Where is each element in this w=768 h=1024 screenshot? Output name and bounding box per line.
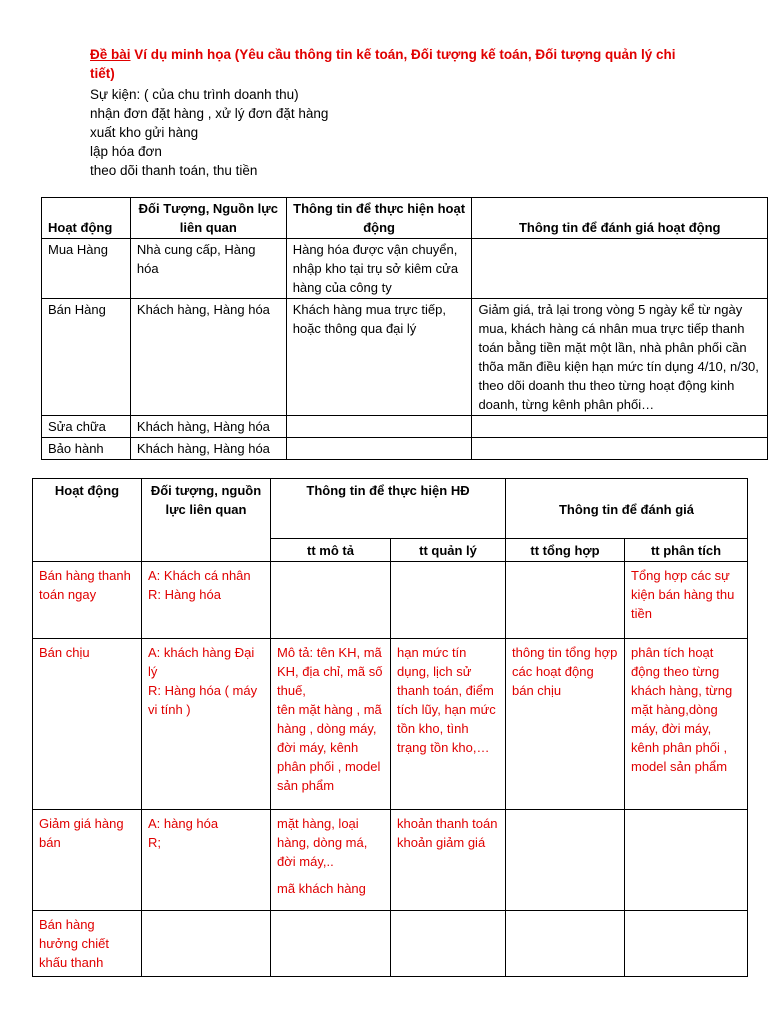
table-cell: Bảo hành	[42, 438, 131, 460]
table-cell	[271, 562, 391, 639]
table-cell	[286, 438, 472, 460]
document-heading	[90, 45, 690, 83]
event-line: xuất kho gửi hàng	[90, 125, 199, 140]
table-cell: Khách hàng, Hàng hóa	[130, 299, 286, 416]
table-cell	[271, 810, 391, 911]
heading-label: Đề bài	[90, 47, 131, 62]
cell-line: R: Hàng hóa	[148, 587, 221, 602]
table-cell	[625, 810, 748, 911]
cell-line: Mô tả: tên KH, mã KH, địa chỉ, mã số thuế,	[277, 645, 383, 698]
subheader-cell: tt mô tả	[271, 539, 391, 562]
subheader-cell: tt quản lý	[391, 539, 506, 562]
cell-line: khoản giảm giá	[397, 835, 486, 850]
table-cell	[391, 639, 506, 810]
table-cell: Giảm giá hàng bán	[33, 810, 142, 911]
table-cell: Mua Hàng	[42, 239, 131, 299]
event-line: nhận đơn đặt hàng , xử lý đơn đặt hàng	[90, 106, 329, 121]
table-cell	[391, 911, 506, 977]
table-cell: Bán hàng thanh toán ngay	[33, 562, 142, 639]
header-cell: Thông tin để đánh giá hoạt động	[472, 198, 768, 239]
header-cell: Đối Tượng, Nguồn lực liên quan	[130, 198, 286, 239]
table-cell	[472, 239, 768, 299]
cell-line: tên mặt hàng , mã hàng , dòng máy, đời máy, kênh phân phối , model sản phẩm	[277, 702, 382, 793]
table-cell	[625, 911, 748, 977]
table-row	[33, 810, 748, 911]
activity-table	[41, 197, 768, 460]
analysis-table	[32, 478, 748, 977]
table-cell: Nhà cung cấp, Hàng hóa	[130, 239, 286, 299]
table-cell: Giảm giá, trả lại trong vòng 5 ngày kể từ ngày mua, khách hàng cá nhân mua trực tiếp thanh toán bằng tiền mặt một lần, nhà phân phối cần thõa mãn điều kiện hạn mức tín dụng 4/10, n/30, theo dõi doanh thu theo từng hoạt động kinh doanh, từng kênh phân phối…	[472, 299, 768, 416]
cell-line: mặt hàng, loại hàng, dòng má, đời máy,..	[277, 816, 368, 869]
header-group-cell: Thông tin để thực hiện HĐ	[271, 479, 506, 539]
subheader-cell: tt phân tích	[625, 539, 748, 562]
table-cell: Khách hàng mua trực tiếp, hoặc thông qua đại lý	[286, 299, 472, 416]
header-group-cell: Thông tin để đánh giá	[506, 479, 748, 539]
cell-line: A: khách hàng Đại lý	[148, 645, 255, 679]
table-cell	[271, 639, 391, 810]
cell-line: R: Hàng hóa ( máy vi tính )	[148, 683, 258, 717]
table-cell: Khách hàng, Hàng hóa	[130, 416, 286, 438]
header-cell: Đối tượng, nguồn lực liên quan	[142, 479, 271, 562]
table-cell: Bán Hàng	[42, 299, 131, 416]
cell-line: hạn mức tín dụng, lịch sử thanh toán, điểm tích lũy, hạn mức tồn kho, tình trạng tồn kho,…	[397, 645, 496, 755]
table-cell: Bán chịu	[33, 639, 142, 810]
table-row	[33, 911, 748, 977]
table-cell: thông tin tổng hợp các hoạt động bán chịu	[506, 639, 625, 810]
table-cell: Hàng hóa được vận chuyển, nhập kho tại trụ sở kiêm cửa hàng của công ty	[286, 239, 472, 299]
table-row	[33, 562, 748, 639]
cell-line: R;	[148, 835, 161, 850]
cell-line: mã khách hàng	[277, 881, 366, 896]
table-cell	[271, 911, 391, 977]
cell-line: A: Khách cá nhân	[148, 568, 251, 583]
table-row	[42, 438, 768, 460]
table-cell	[506, 562, 625, 639]
table-cell: Tổng hợp các sự kiện bán hàng thu tiền	[625, 562, 748, 639]
table-cell	[286, 416, 472, 438]
heading-title: Ví dụ minh họa (Yêu cầu thông tin kế toán, Đối tượng kế toán, Đối tượng quản lý chi tiết)	[90, 47, 676, 81]
table-cell	[472, 438, 768, 460]
table-row	[42, 416, 768, 438]
table-cell: Bán hàng hưởng chiết khấu thanh	[33, 911, 142, 977]
event-list	[90, 85, 328, 180]
table-cell	[142, 562, 271, 639]
table-cell: Khách hàng, Hàng hóa	[130, 438, 286, 460]
table-row	[33, 639, 748, 810]
table-row	[42, 299, 768, 416]
event-line: Sự kiện: ( của chu trình doanh thu)	[90, 87, 299, 102]
cell-line: khoản thanh toán	[397, 816, 498, 831]
table-cell	[472, 416, 768, 438]
header-cell: Hoạt động	[33, 479, 142, 562]
table-cell	[391, 562, 506, 639]
table-row	[42, 239, 768, 299]
subheader-cell: tt tổng hợp	[506, 539, 625, 562]
table-header-row	[42, 198, 768, 239]
table-cell: Sửa chữa	[42, 416, 131, 438]
table-cell	[506, 911, 625, 977]
header-cell: Thông tin để thực hiện hoạt động	[286, 198, 472, 239]
table-header-row	[33, 479, 748, 539]
table-cell: phân tích hoạt động theo từng khách hàng, từng mặt hàng,dòng máy, đời máy, kênh phân phối , model sản phẩm	[625, 639, 748, 810]
table-cell	[142, 810, 271, 911]
header-cell: Hoạt động	[42, 198, 131, 239]
event-line: theo dõi thanh toán, thu tiền	[90, 163, 258, 178]
table-cell	[142, 639, 271, 810]
table-cell	[506, 810, 625, 911]
table-cell	[391, 810, 506, 911]
event-line: lập hóa đơn	[90, 144, 162, 159]
table-cell	[142, 911, 271, 977]
cell-line: A: hàng hóa	[148, 816, 219, 831]
